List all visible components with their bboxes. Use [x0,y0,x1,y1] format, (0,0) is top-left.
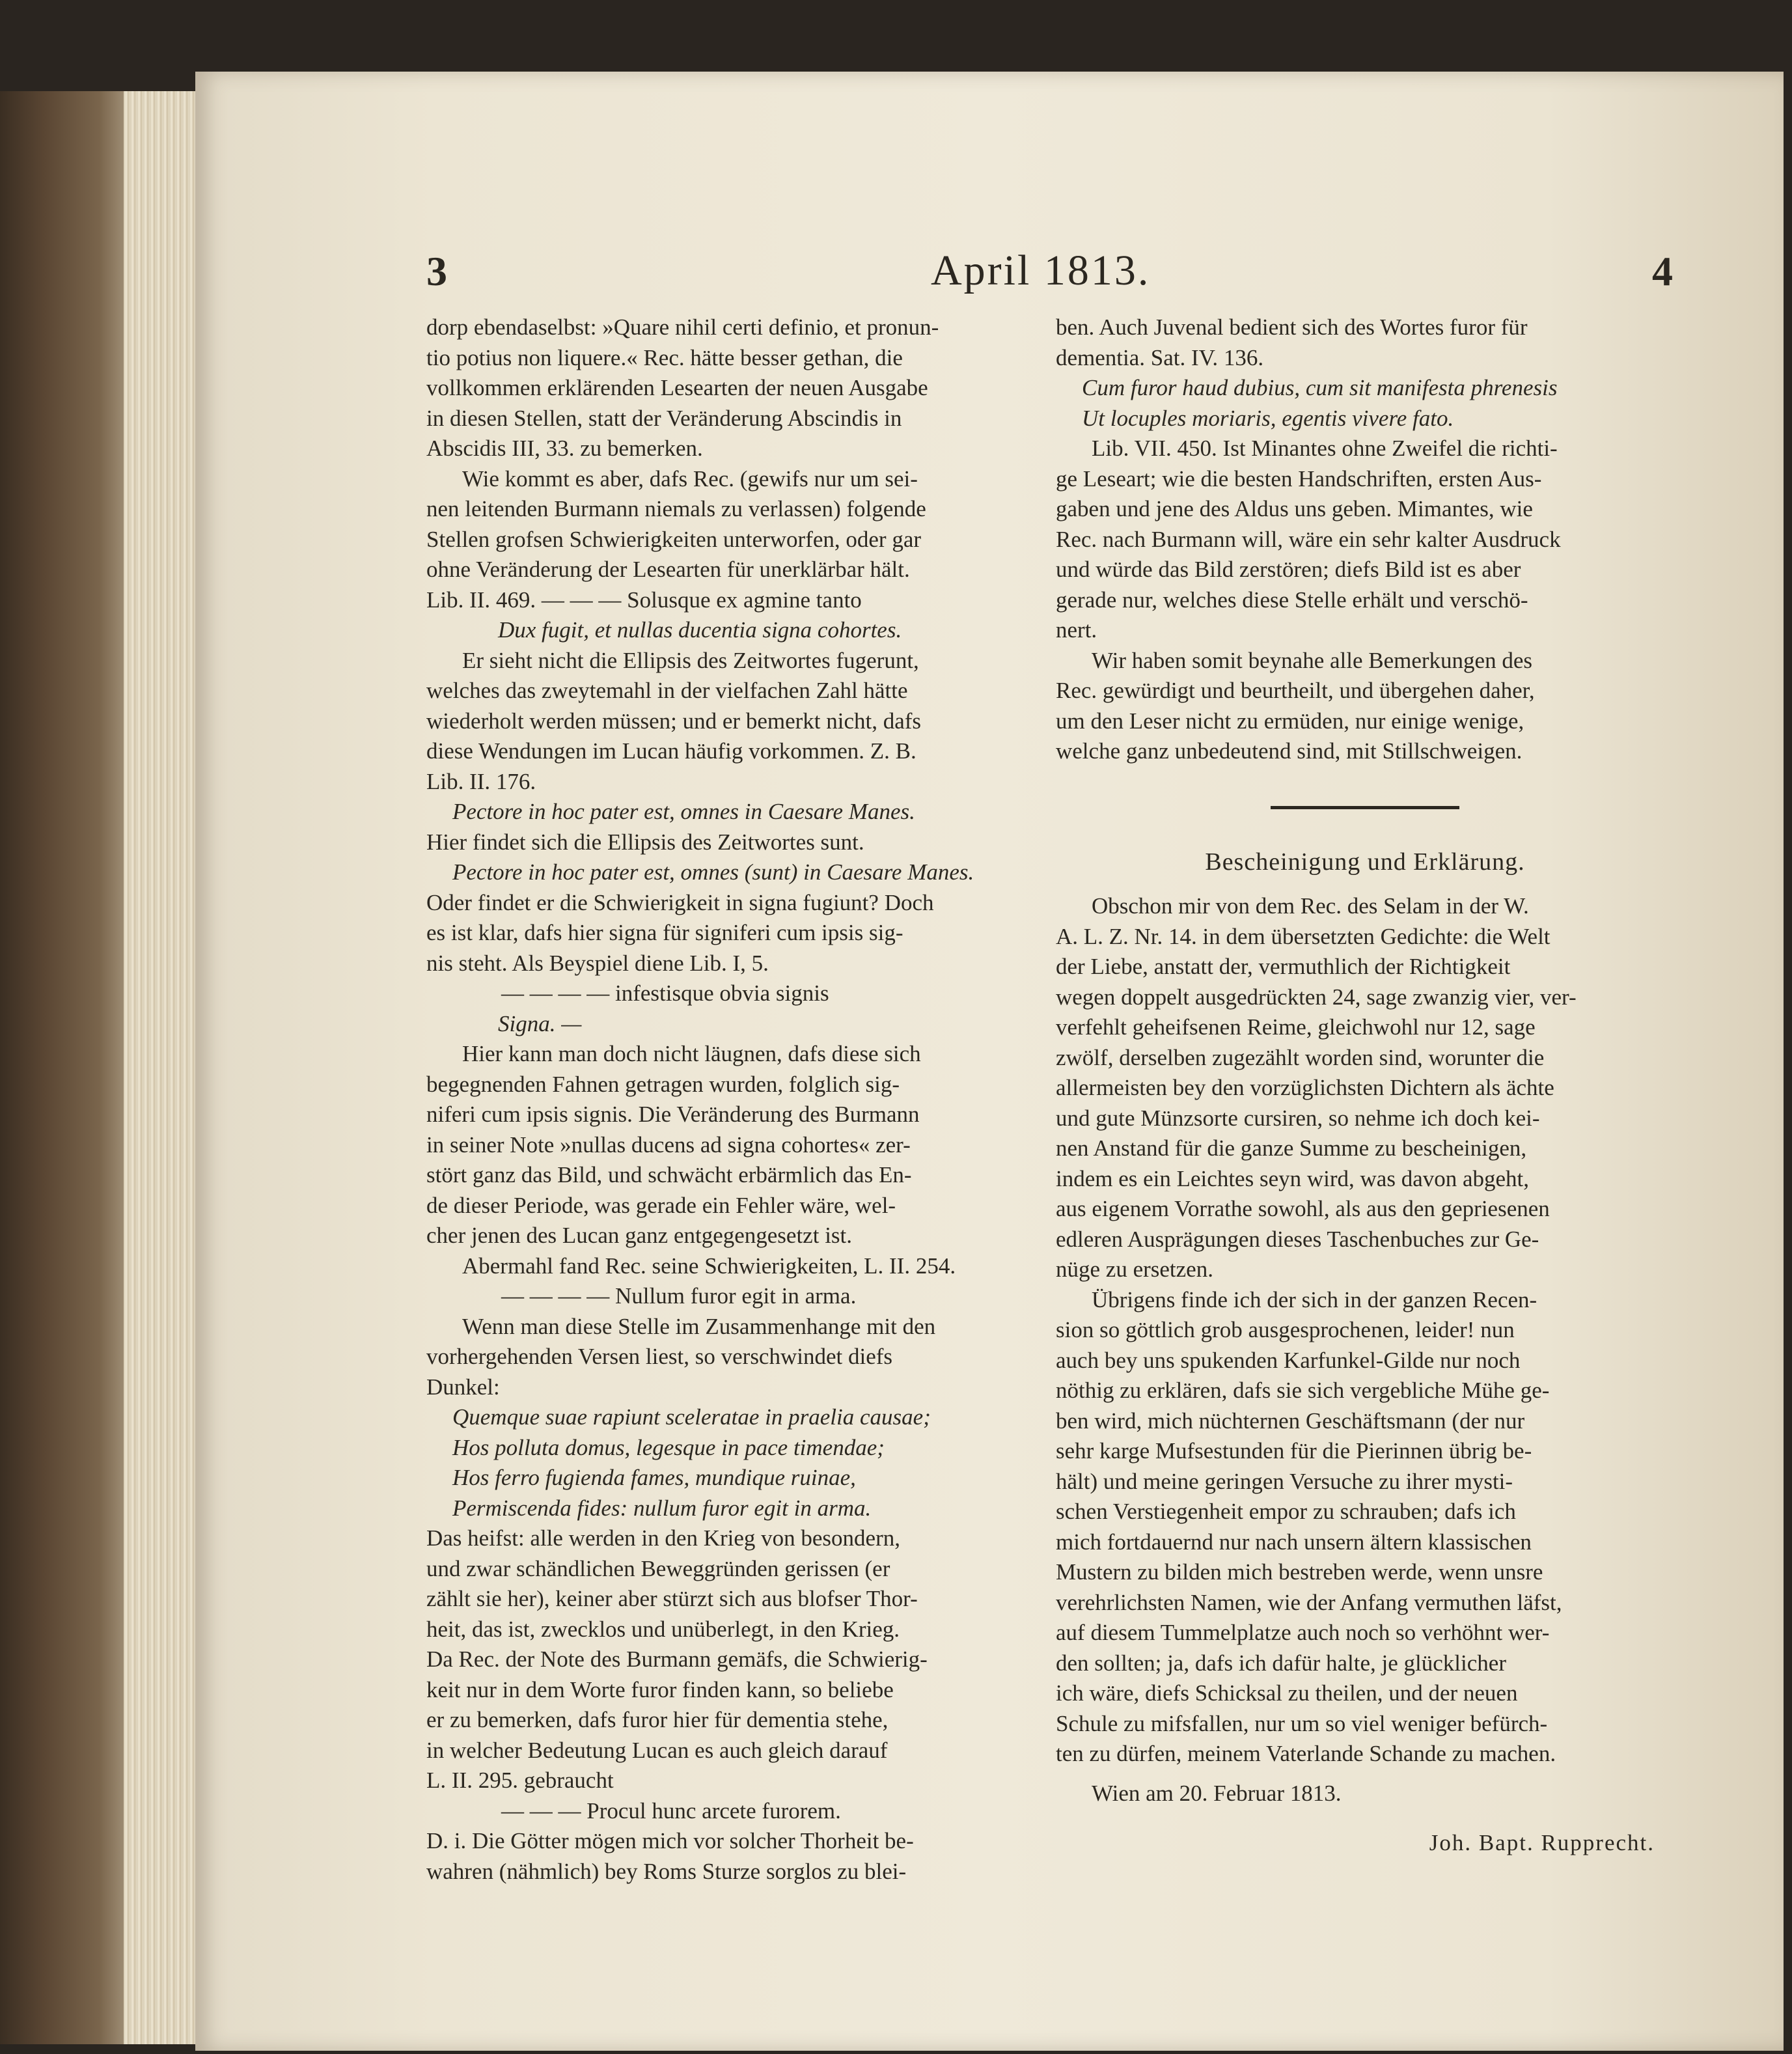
text-line: tio potius non liquere.« Rec. hätte besser gethan, die [426,344,903,370]
text-line: Hos polluta domus, legesque in pace timendae; [452,1434,885,1460]
text-line: Lib. II. 176. [426,768,536,794]
text-line: in diesen Stellen, statt der Veränderung Abscindis in [426,405,902,431]
text-line: ich wäre, diefs Schicksal zu theilen, und der neuen [1056,1680,1518,1706]
text-line: aus eigenem Vorrathe sowohl, als aus den gepriesenen [1056,1196,1550,1221]
text-line: Abermahl fand Rec. seine Schwierigkeiten, L. II. 254. [462,1253,956,1279]
page-number-left: 3 [426,248,447,294]
text-line: Wir haben somit beynahe alle Bemerkungen des [1092,647,1532,673]
text-line: Übrigens finde ich der sich in der ganzen Recen- [1092,1286,1537,1312]
text-line: Permiscenda fides: nullum furor egit in arma. [452,1495,872,1521]
declaration-text [1056,891,1674,1769]
text-line: Pectore in hoc pater est, omnes in Caesare Manes. [452,799,915,824]
text-line: dementia. Sat. IV. 136. [1056,344,1264,370]
text-line: D. i. Die Götter mögen mich vor solcher Thorheit be- [426,1828,914,1853]
text-line: auf diesem Tummelplatze auch noch so verhöhnt wer- [1056,1620,1550,1645]
text-line: allermeisten bey den vorzüglichsten Dichtern als ächte [1056,1075,1554,1100]
text-line: sehr karge Mufsestunden für die Pierinnen übrig be- [1056,1438,1532,1464]
text-line: nert. [1056,617,1097,643]
text-line: zwölf, derselben zugezählt worden sind, worunter die [1056,1044,1545,1070]
text-line: — — — — infestisque obvia signis [501,980,829,1006]
text-line: welches das zweytemahl in der vielfachen Zahl hätte [426,678,908,703]
text-line: nüge zu ersetzen. [1056,1256,1213,1282]
text-line: stört ganz das Bild, und schwächt erbärmlich das En- [426,1162,912,1187]
text-line: ge Leseart; wie die besten Handschriften, ersten Aus- [1056,465,1542,492]
running-title: April 1813. [931,247,1151,294]
text-line: cher jenen des Lucan ganz entgegengesetzt ist. [426,1223,853,1248]
text-line: L. II. 295. gebraucht [426,1768,614,1793]
text-line: nis steht. Als Beyspiel diene Lib. I, 5. [426,950,769,976]
text-line: Er sieht nicht die Ellipsis des Zeitwortes fugerunt, [462,647,919,673]
text-line: wahren (nähmlich) bey Roms Sturze sorglos zu blei- [426,1858,907,1884]
text-line: edleren Ausprägungen dieses Taschenbuches zur Ge- [1056,1226,1539,1252]
right-column [1056,312,1674,1859]
text-line: diese Wendungen im Lucan häufig vorkommen. Z. B. [426,738,917,764]
text-line: Lib. VII. 450. Ist Minantes ohne Zweifel die richti- [1092,436,1558,461]
dateline: Wien am 20. Februar 1813. [1092,1780,1342,1806]
text-line: Rec. nach Burmann will, wäre ein sehr kalter Ausdruck [1056,526,1561,552]
section-heading: Bescheinigung und Erklärung. [1205,848,1525,876]
text-line: de dieser Periode, was gerade ein Fehler wäre, wel- [426,1192,896,1218]
text-line: auch bey uns spukenden Karfunkel-Gilde nur noch [1056,1347,1521,1373]
text-line: niferi cum ipsis signis. Die Veränderung des Burmann [426,1102,920,1127]
text-line: sion so göttlich grob ausgesprochenen, leider! nun [1056,1317,1515,1342]
text-line: ten zu dürfen, meinem Vaterlande Schande zu machen. [1056,1741,1556,1766]
text-line: den sollten; ja, dafs ich dafür halte, je glücklicher [1056,1650,1506,1676]
right-column-continuation [1056,312,1674,767]
section-divider [1271,806,1459,809]
text-line: ohne Veränderung der Lesearten für unerklärbar hält. [426,557,910,582]
text-line: Obschon mir von dem Rec. des Selam in der W. [1092,893,1529,919]
text-line: gerade nur, welches diese Stelle erhält und verschö- [1056,587,1528,613]
text-line: wegen doppelt ausgedrückten 24, sage zwanzig vier, ver- [1056,984,1577,1010]
text-line: A. L. Z. Nr. 14. in dem übersetzten Gedichte: die Welt [1056,923,1551,949]
text-line: mich fortdauernd nur nach unsern ältern klassischen [1056,1529,1532,1555]
text-line: Abscidis III, 33. zu bemerken. [426,436,703,461]
text-line: Rec. gewürdigt und beurtheilt, und übergehen daher, [1056,678,1535,703]
text-line: Dux fugit, et nullas ducentia signa cohortes. [498,617,902,643]
book-page-edges [0,91,221,2044]
text-line: Dunkel: [426,1374,500,1400]
text-line: nen Anstand für die ganze Summe zu bescheinigen, [1056,1135,1527,1161]
text-line: schen Verstiegenheit empor zu schrauben; dafs ich [1056,1499,1516,1524]
text-line: und gute Münzsorte cursiren, so nehme ich doch kei- [1056,1105,1540,1131]
text-line: Hier kann man doch nicht läugnen, dafs diese sich [462,1041,921,1066]
text-line: Das heifst: alle werden in den Krieg von besondern, [426,1525,900,1551]
text-line: gaben und jene des Aldus uns geben. Mimantes, wie [1056,496,1533,521]
text-line: verehrlichsten Namen, wie der Anfang vermuthen läfst, [1056,1589,1562,1615]
text-line: Hier findet sich die Ellipsis des Zeitwortes sunt. [426,829,864,855]
text-line: er zu bemerken, dafs furor hier für dementia stehe, [426,1707,889,1732]
text-line: Pectore in hoc pater est, omnes (sunt) in Caesare Manes. [452,859,974,885]
text-line: Signa. — [498,1010,582,1036]
text-line: um den Leser nicht zu ermüden, nur einige wenige, [1056,708,1524,734]
text-line: — — — Procul hunc arcete furorem. [501,1797,841,1824]
text-line: indem es ein Leichtes seyn wird, was davon abgeht, [1056,1165,1530,1191]
text-line: vorhergehenden Versen liest, so verschwindet diefs [426,1344,893,1369]
text-line: Schule zu mifsfallen, nur um so viel weniger befürch- [1056,1710,1548,1736]
text-line: Ut locuples moriaris, egentis vivere fato. [1082,405,1454,431]
text-line: hält) und meine geringen Versuche zu ihrer mysti- [1056,1468,1513,1494]
text-line: in welcher Bedeutung Lucan es auch gleich darauf [426,1737,888,1763]
text-line: Quemque suae rapiunt sceleratae in praelia causae; [452,1404,931,1430]
text-line: verfehlt geheifsenen Reime, gleichwohl nur 12, sage [1056,1014,1536,1040]
signature: Joh. Bapt. Rupprecht. [1429,1830,1655,1855]
text-line: und zwar schändlichen Beweggründen gerissen (er [426,1555,890,1581]
text-line: ben. Auch Juvenal bedient sich des Wortes furor für [1056,314,1528,340]
text-line: nöthig zu erklären, dafs sie sich vergebliche Mühe ge- [1056,1378,1550,1403]
text-line: Stellen grofsen Schwierigkeiten unterworfen, oder gar [426,526,922,552]
text-line: begegnenden Fahnen getragen wurden, folglich sig- [426,1071,900,1097]
text-line: Mustern zu bilden mich bestreben werde, wenn unsre [1056,1559,1543,1585]
text-line: Hos ferro fugienda fames, mundique ruinae, [452,1465,856,1490]
text-line: zählt sie her), keiner aber stürzt sich aus blofser Thor- [426,1586,918,1611]
text-line: ben wird, mich nüchternen Geschäftsmann (der nur [1056,1408,1525,1434]
text-line: welche ganz unbedeutend sind, mit Stillschweigen. [1056,738,1523,764]
text-line: es ist klar, dafs hier signa für signiferi cum ipsis sig- [426,920,903,945]
text-line: wiederholt werden müssen; und er bemerkt nicht, dafs [426,708,922,734]
text-line: Da Rec. der Note des Burmann gemäfs, die Schwierig- [426,1646,928,1672]
text-line: Oder findet er die Schwierigkeit in signa fugiunt? Doch [426,889,934,915]
text-line: in seiner Note »nullas ducens ad signa cohortes« zer- [426,1131,911,1158]
text-line: dorp ebendaselbst: »Quare nihil certi definio, et pronun- [426,314,939,340]
text-line: vollkommen erklärenden Lesearten der neuen Ausgabe [426,375,928,400]
text-line: nen leitenden Burmann niemals zu verlassen) folgende [426,496,926,521]
page-header [195,247,1784,299]
text-line: und würde das Bild zerstören; diefs Bild ist es aber [1056,557,1521,582]
page-number-right: 4 [1652,248,1673,294]
text-line: Cum furor haud dubius, cum sit manifesta phrenesis [1082,375,1558,400]
text-line: Wie kommt es aber, dafs Rec. (gewifs nur um sei- [462,465,918,492]
text-line: Lib. II. 469. — — — Solusque ex agmine tanto [426,587,862,613]
text-line: der Liebe, anstatt der, vermuthlich der Richtigkeit [1056,954,1511,979]
text-line: Wenn man diese Stelle im Zusammenhange mit den [462,1313,936,1339]
text-line: heit, das ist, zwecklos und unüberlegt, in den Krieg. [426,1616,900,1642]
text-line: keit nur in dem Worte furor finden kann, so beliebe [426,1676,894,1702]
book-page [195,72,1784,2051]
text-line: — — — — Nullum furor egit in arma. [501,1283,857,1309]
